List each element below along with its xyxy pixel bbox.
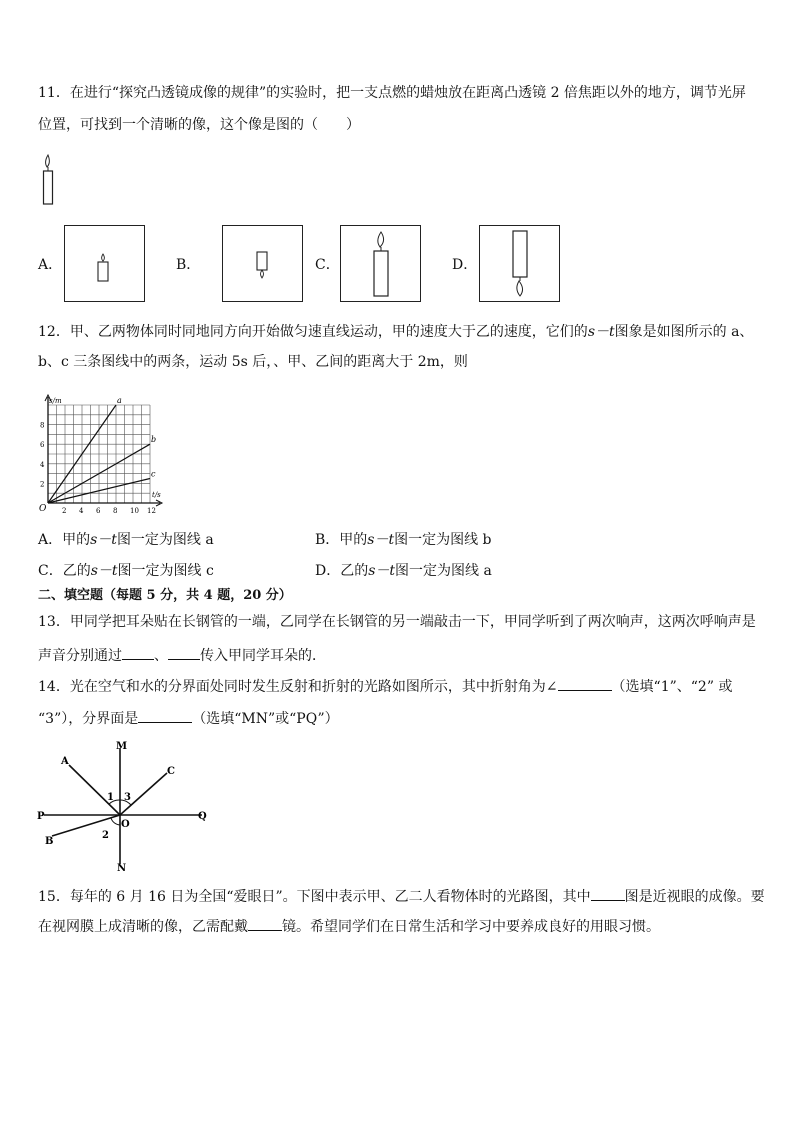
q11-option-c-box — [340, 225, 421, 302]
q11-option-d-box — [479, 225, 560, 302]
q15-blank-1 — [591, 886, 625, 901]
q11-option-b-label: B． — [176, 257, 201, 273]
y-tick-label: 6 — [40, 441, 45, 450]
origin-label: O — [39, 504, 47, 514]
x-tick-label: 12 — [147, 507, 156, 515]
q12-option-a: A．甲的s－t图一定为图线 a — [38, 532, 214, 548]
q14-line2: “3”），分界面是 （选填“MN”或“PQ”） — [38, 708, 339, 728]
ray-ao — [69, 765, 120, 815]
label-angle-2: 2 — [102, 830, 109, 841]
small-inverted-candle-image — [223, 226, 302, 301]
q13-line1: 13．甲同学把耳朵贴在长钢管的一端，乙同学在长钢管的另一端敲击一下，甲同学听到了两次响声，这两次呼响声是 — [38, 614, 756, 630]
q12-line2: b、c 三条图线中的两条，运动 5s 后，、甲、乙间的距离大于 2m，则 — [38, 354, 468, 370]
large-upright-candle-image — [341, 226, 420, 301]
y-tick-label: 4 — [40, 460, 45, 469]
label-o: O — [121, 819, 130, 830]
light-path-diagram — [30, 738, 220, 873]
st-graph-chart — [30, 385, 180, 523]
x-axis-label: t/s — [152, 491, 161, 499]
x-tick-label: 6 — [96, 507, 101, 515]
large-inverted-candle-image — [480, 226, 559, 301]
small-upright-candle-image — [65, 226, 144, 301]
q11-option-a-label: A． — [38, 257, 63, 273]
q13-blank-2 — [168, 645, 200, 660]
series-label-c: c — [151, 469, 156, 479]
candle-object-figure — [36, 152, 60, 208]
section-title: 二、填空题（每题 5 分，共 4 题，20 分） — [38, 588, 292, 603]
y-tick-label: 2 — [40, 480, 45, 489]
label-b: B — [45, 836, 54, 847]
q15-blank-2 — [248, 916, 282, 931]
x-tick-label: 10 — [130, 507, 139, 515]
q11-option-a-box — [64, 225, 145, 302]
q11-line1: 11．在进行“探究凸透镜成像的规律”的实验时，把一支点燃的蜡烛放在距离凸透镜 2 倍焦距以外的地方，调节光屏 — [38, 85, 746, 101]
label-angle-3: 3 — [124, 792, 131, 803]
label-m: M — [116, 741, 128, 752]
q12-option-c: C．乙的s－t图一定为图线 c — [38, 563, 214, 579]
q15-line1: 15．每年的 6 月 16 日为全国“爱眼日”。下图中表示甲、乙二人看物体时的光路图，其中 图是近视眼的成像。要 — [38, 886, 765, 906]
q12-option-d: D．乙的s－t图一定为图线 a — [315, 563, 492, 579]
x-tick-label: 8 — [113, 507, 118, 515]
label-a: A — [61, 756, 69, 767]
q13-line2: 声音分别通过 、 传入甲同学耳朵的． — [38, 645, 326, 665]
series-label-a: a — [117, 396, 122, 405]
label-q: Q — [198, 811, 207, 822]
label-c: C — [167, 766, 175, 777]
x-tick-label: 2 — [62, 507, 67, 515]
q14-blank-2 — [138, 708, 192, 723]
q15-line2: 在视网膜上成清晰的像，乙需配戴 镜。希望同学们在日常生活和学习中要养成良好的用眼习惯。 — [38, 916, 660, 936]
q12-line1: 12．甲、乙两物体同时同地同方向开始做匀速直线运动，甲的速度大于乙的速度，它们的s－t图象是如图所示的 a、 — [38, 324, 754, 340]
q14-blank-1 — [558, 676, 612, 691]
q11-option-c-label: C． — [315, 257, 340, 273]
q14-line1: 14．光在空气和水的分界面处同时发生反射和折射的光路如图所示，其中折射角为∠ （选填“1”、“2” 或 — [38, 676, 732, 696]
label-n: N — [117, 863, 127, 873]
q12-option-b: B．甲的s－t图一定为图线 b — [315, 532, 492, 548]
ray-ob — [52, 815, 120, 836]
q11-option-d-label: D． — [452, 257, 478, 273]
x-tick-label: 4 — [79, 507, 84, 515]
q13-blank-1 — [122, 645, 154, 660]
label-p: P — [37, 811, 45, 822]
series-label-b: b — [151, 435, 157, 445]
label-angle-1: 1 — [107, 792, 114, 803]
q11-line2: 位置，可找到一个清晰的像，这个像是图的（ ） — [38, 117, 360, 133]
y-axis-label: s/m — [49, 397, 62, 405]
q11-option-b-box — [222, 225, 303, 302]
y-tick-label: 8 — [40, 421, 45, 430]
